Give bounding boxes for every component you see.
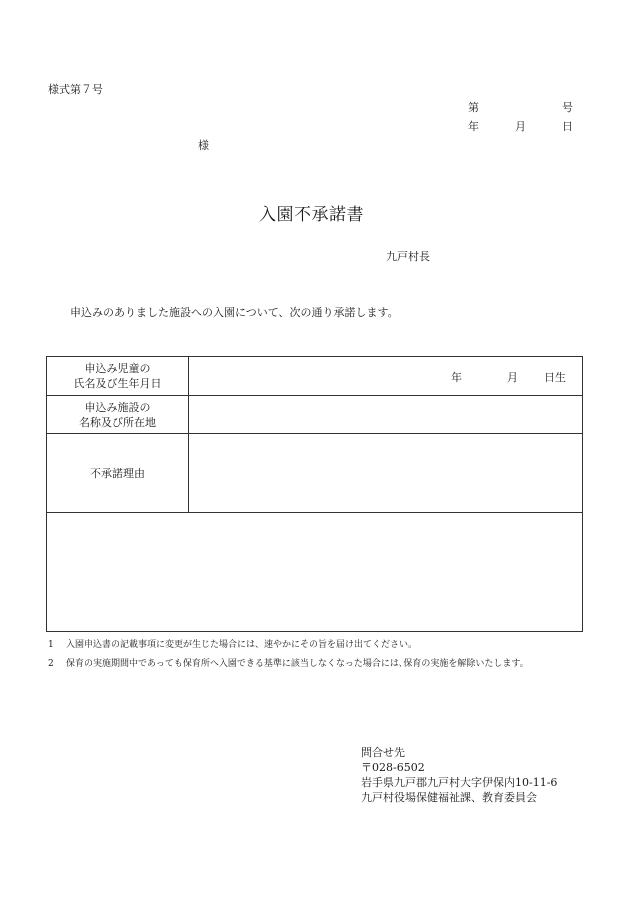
document-number-label: 第 <box>468 101 479 114</box>
child-label-line2: 氏名及び生年月日 <box>73 377 162 390</box>
contact-address: 岩手県九戸郡九戸村大字伊保内10-11-6 <box>361 776 558 789</box>
note-text: 入園申込書の記載事項に変更が生じた場合には、速やかにその旨を届け出てください。 <box>66 640 418 650</box>
contact-block <box>361 745 557 805</box>
addressee-suffix: 様 <box>198 139 209 152</box>
birth-year-label: 年 <box>451 371 462 384</box>
note-number: 2 <box>48 659 54 669</box>
child-label-line1: 申込み児童の <box>84 362 151 375</box>
remarks-row <box>47 513 583 632</box>
facility-label-line1: 申込み施設の <box>84 400 151 414</box>
child-value-cell <box>189 357 583 396</box>
reason-label-cell <box>47 434 189 513</box>
note-text: 保育の実施期間中であっても保育所へ入園できる基準に該当しなくなった場合には､保育の実施を解除いたします。 <box>66 659 529 669</box>
issuer-name: 九戸村長 <box>386 250 430 263</box>
child-row <box>47 357 583 396</box>
reason-label: 不承諾理由 <box>90 466 145 480</box>
facility-row <box>47 396 583 434</box>
note-item <box>48 656 529 669</box>
date-month-label: 月 <box>515 120 526 133</box>
contact-postal-code: 〒028-6502 <box>361 761 425 774</box>
remarks-cell <box>47 513 583 632</box>
date-day-label: 日 <box>562 120 573 133</box>
reason-row <box>47 434 583 513</box>
birth-day-label: 日生 <box>544 371 566 384</box>
application-table <box>46 356 583 632</box>
contact-heading: 問合せ先 <box>361 746 405 759</box>
contact-office: 九戸村役場保健福祉課、教育委員会 <box>361 791 537 804</box>
date-year-label: 年 <box>468 120 479 133</box>
note-number: 1 <box>48 640 54 650</box>
reason-value-cell <box>189 434 583 513</box>
facility-label-cell <box>47 396 189 434</box>
facility-label-line2: 名称及び所在地 <box>79 415 156 429</box>
document-number-suffix: 号 <box>562 101 573 114</box>
child-label-cell <box>47 357 189 396</box>
document-title: 入園不承諾書 <box>259 205 364 225</box>
birth-month-label: 月 <box>507 371 518 384</box>
form-number: 様式第７号 <box>48 83 103 96</box>
note-item <box>48 637 417 650</box>
facility-value-cell <box>189 396 583 434</box>
body-text: 申込みのありました施設への入園について、次の通り承諾します。 <box>70 306 399 319</box>
